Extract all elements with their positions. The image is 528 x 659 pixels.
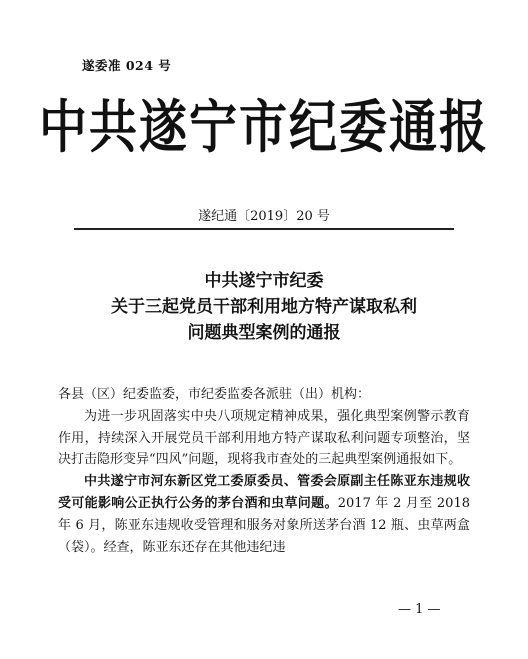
title-line-2: 关于三起党员干部利用地方特产谋取私利 (111, 297, 417, 317)
case-1-text: 2017 年 2 月至 2018 年 6 月，陈亚东违规收受管理和服务对象所送茅台酒 12 瓶、虫草两盒（袋）。经查，陈亚东还存在其他违纪违 (58, 495, 470, 555)
title-line-3: 问题典型案例的通报 (187, 323, 341, 343)
masthead-title: 中共遂宁市纪委通报 (38, 94, 489, 161)
case-1-heading: 中共遂宁市河东新区党工委原委员、管委会原副主任陈亚东违规收受可能影响公正执行公务的茅台酒和虫草问题。 (58, 474, 470, 511)
case-1-paragraph (58, 471, 470, 558)
document-number: 遂纪通〔2019〕20 号 (198, 209, 330, 224)
document-serial: 遂委准 024 号 (82, 58, 172, 73)
intro-paragraph: 为进一步巩固落实中央八项规定精神成果，强化典型案例警示教育作用，持续深入开展党员干部利用地方特产谋取私利问题专项整治，坚决打击隐形变异“四风”问题，现将我市查处的三起典型案例通报如下。 (58, 408, 470, 468)
header-divider (74, 228, 454, 230)
document-body (58, 384, 470, 558)
addressee: 各县（区）纪委监委，市纪委监委各派驻（出）机构： (58, 387, 371, 402)
page-number: — 1 — (398, 602, 441, 617)
title-line-1: 中共遂宁市纪委 (204, 271, 324, 291)
notice-title (60, 268, 468, 346)
